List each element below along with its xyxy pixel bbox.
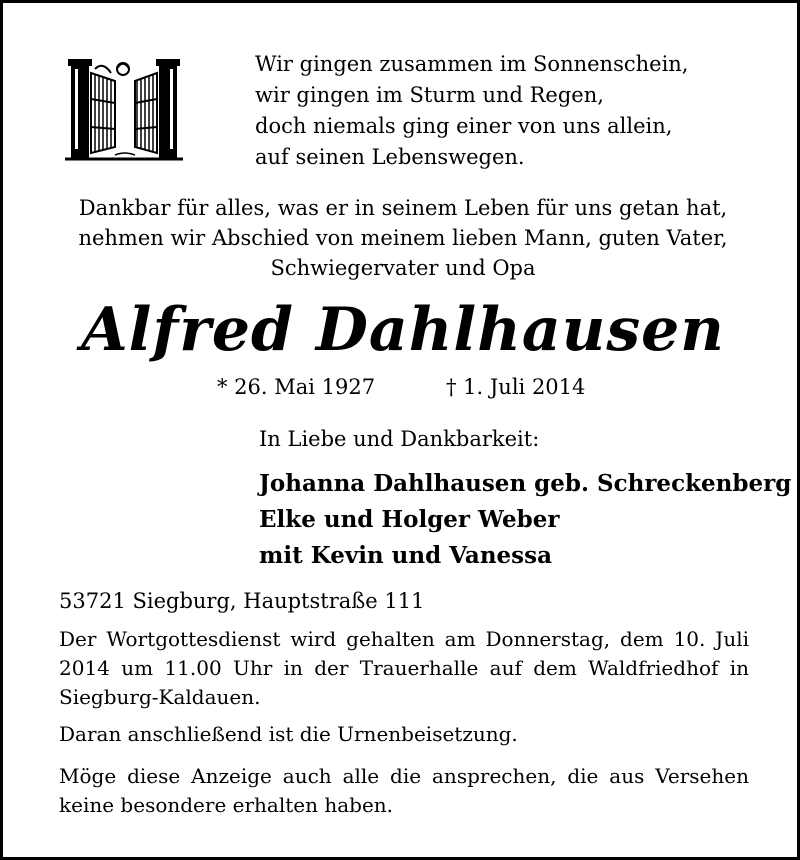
mourner-line: mit Kevin und Vanessa <box>259 542 552 569</box>
open-gate-icon <box>65 55 183 161</box>
burial-paragraph: Daran anschließend ist die Urnenbeisetzung. <box>59 722 518 746</box>
poem-line: auf seinen Lebenswegen. <box>255 145 525 169</box>
intro-text <box>3 193 800 283</box>
mourners-list <box>259 466 791 574</box>
death-date: † 1. Juli 2014 <box>446 375 586 399</box>
intro-line: nehmen wir Abschied von meinem lieben Mann, guten Vater, <box>78 226 728 250</box>
poem-line: Wir gingen zusammen im Sonnenschein, <box>255 52 689 76</box>
poem-line: wir gingen im Sturm und Regen, <box>255 83 604 107</box>
notice-paragraph: Möge diese Anzeige auch alle die ansprechen, die aus Versehen keine besondere erhalten haben. <box>59 764 749 817</box>
deceased-name: Alfred Dahlhausen <box>81 295 725 365</box>
address: 53721 Siegburg, Hauptstraße 111 <box>59 589 425 613</box>
mourner-line: Elke und Holger Weber <box>259 506 560 533</box>
birth-date: * 26. Mai 1927 <box>217 375 376 399</box>
service-paragraph: Der Wortgottesdienst wird gehalten am Donnerstag, dem 10. Juli 2014 um 11.00 Uhr in der Trauerhalle auf dem Waldfriedhof in Siegburg-Kaldauen. <box>59 627 749 709</box>
mourners-heading: In Liebe und Dankbarkeit: <box>259 427 540 451</box>
mourner-line: Johanna Dahlhausen geb. Schreckenberg <box>259 470 792 497</box>
poem <box>255 49 688 173</box>
poem-line: doch niemals ging einer von uns allein, <box>255 114 673 138</box>
intro-line: Schwiegervater und Opa <box>270 256 536 280</box>
intro-line: Dankbar für alles, was er in seinem Leben für uns getan hat, <box>78 196 728 220</box>
